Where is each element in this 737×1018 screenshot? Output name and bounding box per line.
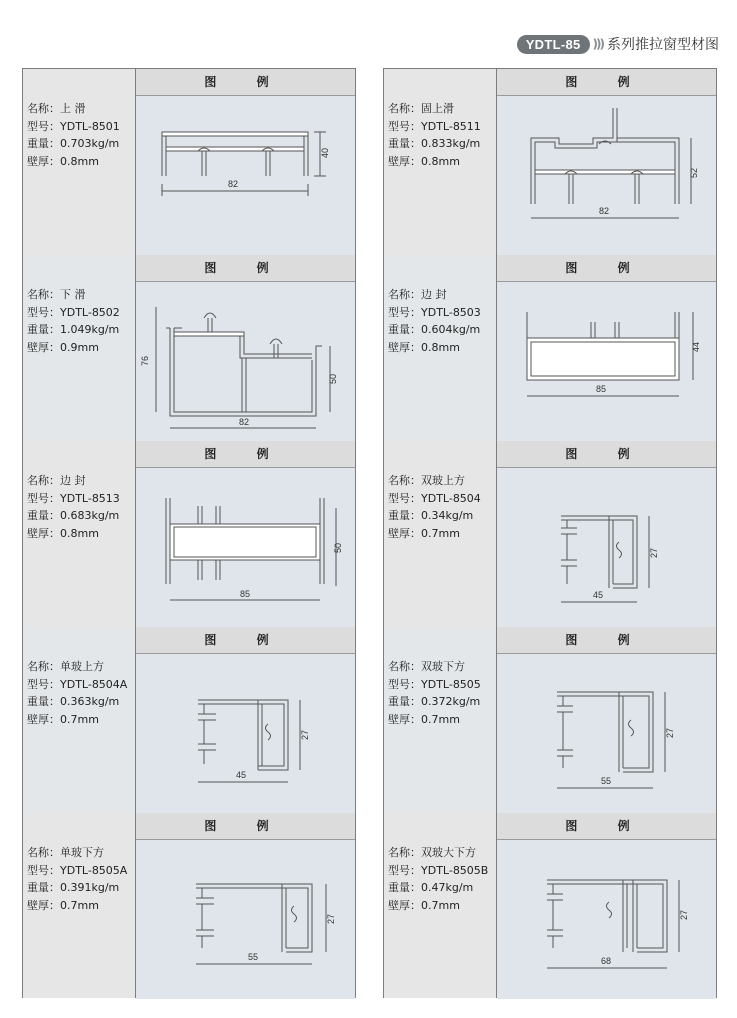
- profile-model: 型号：YDTL-8504A: [27, 677, 128, 691]
- figure-label: 图 例: [136, 813, 355, 840]
- figure-label: 图 例: [136, 255, 355, 282]
- profile-weight: 重量：0.372kg/m: [388, 695, 481, 708]
- profile-model: 型号：YDTL-8505B: [388, 863, 489, 877]
- profile-model: 型号：YDTL-8503: [388, 305, 481, 319]
- dim-width-label: 45: [236, 770, 247, 780]
- profile-thickness: 壁厚：0.8mm: [388, 154, 460, 168]
- profile-info: [384, 69, 497, 255]
- profile-thickness: 壁厚：0.7mm: [27, 898, 99, 912]
- chevron-decor-icon: ))): [592, 37, 603, 51]
- profile-model: 型号：YDTL-8505A: [27, 863, 128, 877]
- profile-thickness: 壁厚：0.7mm: [27, 712, 99, 726]
- figure-label: 图 例: [497, 813, 716, 840]
- profile-model: 型号：YDTL-8501: [27, 119, 120, 133]
- profile-thickness: 壁厚：0.7mm: [388, 526, 460, 540]
- profile-thickness: 壁厚：0.7mm: [388, 898, 460, 912]
- profile-weight: 重量：0.363kg/m: [27, 695, 120, 708]
- profile-column-left: [22, 68, 356, 998]
- profile-name: 名称：固上滑: [388, 102, 454, 115]
- dim-height-label: 52: [689, 167, 699, 178]
- profile-drawing: [136, 282, 355, 441]
- dim-height-label: 27: [649, 547, 659, 558]
- figure-label: 图 例: [136, 627, 355, 654]
- dim-height-label: 40: [320, 147, 330, 158]
- dim-height-label: 27: [326, 913, 336, 924]
- dim-width-label: 55: [601, 776, 612, 786]
- profile-model: 型号：YDTL-8502: [27, 305, 120, 319]
- profile-weight: 重量：0.47kg/m: [388, 881, 474, 894]
- profile-weight: 重量：1.049kg/m: [27, 323, 120, 336]
- dim-height-label: 27: [300, 729, 310, 740]
- figure-label: 图 例: [497, 255, 716, 282]
- profile-card: [23, 255, 355, 442]
- dim-height-label: 27: [665, 727, 675, 738]
- profile-info: [384, 441, 497, 627]
- dim-height-label: 44: [691, 341, 701, 352]
- dim-width-label: 82: [228, 179, 239, 189]
- profile-name: 名称：单玻上方: [27, 660, 104, 673]
- profile-weight: 重量：0.604kg/m: [388, 323, 481, 336]
- profile-thickness: 壁厚：0.8mm: [388, 340, 460, 354]
- figure-label: 图 例: [497, 69, 716, 96]
- profile-info: [384, 627, 497, 813]
- profile-card: [384, 813, 716, 998]
- figure-label: 图 例: [136, 69, 355, 96]
- page-header: [517, 34, 719, 54]
- profile-weight: 重量：0.703kg/m: [27, 137, 120, 150]
- profile-model: 型号：YDTL-8504: [388, 491, 481, 505]
- profile-drawing: [497, 840, 716, 999]
- profile-drawing: [136, 840, 355, 999]
- profile-name: 名称：单玻下方: [27, 846, 104, 859]
- dim-height-label: 50: [328, 373, 338, 384]
- profile-drawing: [136, 96, 355, 255]
- dim-height2-label: 76: [140, 355, 150, 366]
- dim-width-label: 55: [248, 952, 259, 962]
- profile-model: 型号：YDTL-8511: [388, 119, 481, 133]
- profile-card: [23, 813, 355, 998]
- profile-name: 名称：双玻上方: [388, 474, 465, 487]
- profile-info: [23, 813, 136, 998]
- profile-column-right: [383, 68, 717, 998]
- dim-width-label: 85: [240, 589, 251, 599]
- page-title: 系列推拉窗型材图: [607, 37, 719, 53]
- profile-thickness: 壁厚：0.7mm: [388, 712, 460, 726]
- profile-weight: 重量：0.34kg/m: [388, 509, 474, 522]
- dim-height-label: 50: [333, 542, 343, 553]
- profile-info: [23, 627, 136, 813]
- profile-info: [384, 255, 497, 441]
- profile-drawing: [136, 468, 355, 627]
- profile-thickness: 壁厚：0.9mm: [27, 340, 99, 354]
- series-badge: YDTL-85: [517, 35, 590, 54]
- dim-width-label: 82: [599, 206, 610, 216]
- profile-name: 名称：下 滑: [27, 288, 86, 301]
- profile-card: [384, 441, 716, 628]
- profile-model: 型号：YDTL-8505: [388, 677, 481, 691]
- profile-drawing: [497, 468, 716, 627]
- profile-info: [384, 813, 497, 998]
- dim-width-label: 45: [593, 590, 604, 600]
- profile-name: 名称：双玻下方: [388, 660, 465, 673]
- profile-drawing: [497, 654, 716, 813]
- profile-name: 名称：边 封: [27, 474, 86, 487]
- profile-card: [384, 627, 716, 814]
- profile-thickness: 壁厚：0.8mm: [27, 154, 99, 168]
- profile-name: 名称：双玻大下方: [388, 846, 476, 859]
- profile-name: 名称：边 封: [388, 288, 447, 301]
- profile-weight: 重量：0.391kg/m: [27, 881, 120, 894]
- profile-card: [23, 441, 355, 628]
- dim-width-label: 68: [601, 956, 612, 966]
- profile-drawing: [497, 282, 716, 441]
- profile-info: [23, 441, 136, 627]
- dim-width-label: 82: [239, 417, 250, 427]
- profile-weight: 重量：0.683kg/m: [27, 509, 120, 522]
- figure-label: 图 例: [497, 441, 716, 468]
- profile-card: [384, 255, 716, 442]
- profile-drawing: [497, 96, 716, 255]
- profile-thickness: 壁厚：0.8mm: [27, 526, 99, 540]
- profile-drawing: [136, 654, 355, 813]
- profile-card: [384, 69, 716, 256]
- profile-name: 名称：上 滑: [27, 102, 86, 115]
- profile-weight: 重量：0.833kg/m: [388, 137, 481, 150]
- profile-model: 型号：YDTL-8513: [27, 491, 120, 505]
- profile-info: [23, 255, 136, 441]
- figure-label: 图 例: [497, 627, 716, 654]
- figure-label: 图 例: [136, 441, 355, 468]
- profile-card: [23, 69, 355, 256]
- dim-width-label: 85: [596, 384, 607, 394]
- profile-card: [23, 627, 355, 814]
- dim-height-label: 27: [679, 909, 689, 920]
- profile-info: [23, 69, 136, 255]
